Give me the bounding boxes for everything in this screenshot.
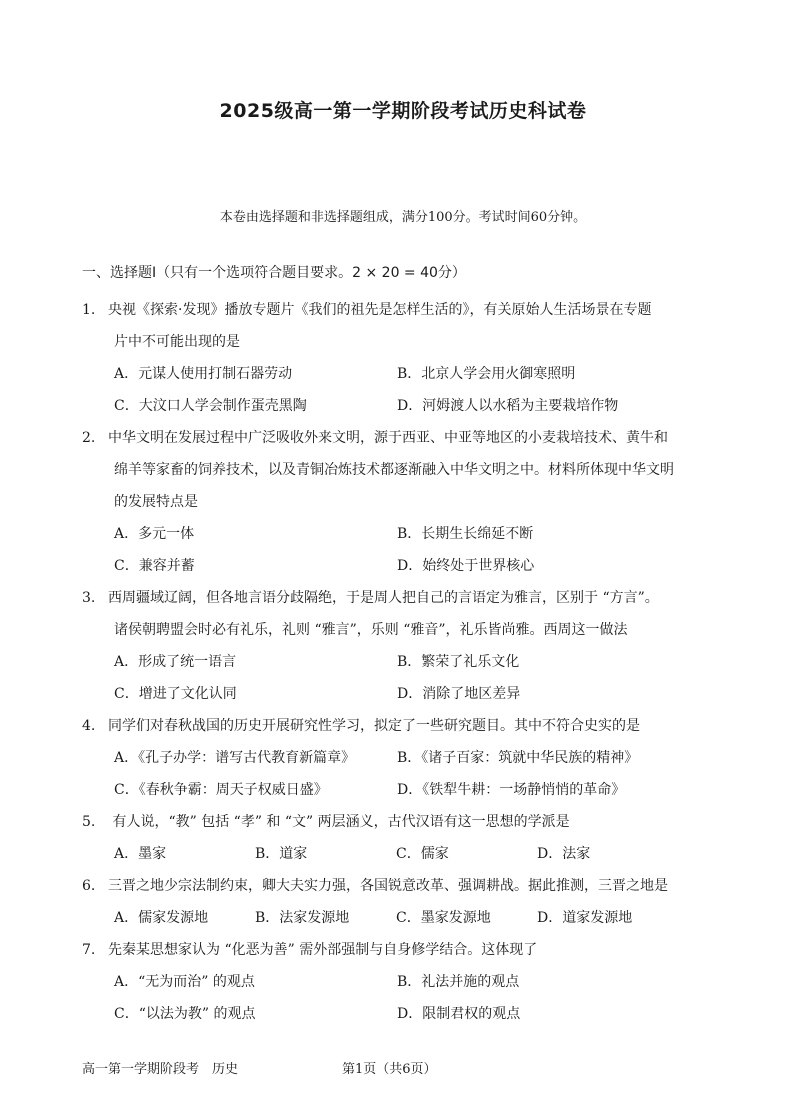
- question-text: 绵羊等家畜的饲养技术，以及青铜冶炼技术都逐渐融入中华文明之中。材料所体现中华文明: [114, 462, 674, 478]
- option-c: C．《春秋争霸：周天子权威日盛》: [114, 782, 328, 798]
- option-a: A．“无为而治” 的观点: [114, 974, 255, 990]
- section-heading: 一、选择题Ⅰ（只有一个选项符合题目要求。2 × 20 = 40分）: [82, 265, 466, 281]
- question-text: 中华文明在发展过程中广泛吸收外来文明，源于西亚、中亚等地区的小麦栽培技术、黄牛和: [108, 430, 668, 446]
- option-a: A．形成了统一语言: [114, 654, 237, 670]
- question-text: 有人说，“教” 包括 “孝” 和 “文” 两层涵义，古代汉语有这一思想的学派是: [108, 814, 570, 830]
- option-b: B．《诸子百家：筑就中华民族的精神》: [397, 750, 639, 766]
- question-text: 诸侯朝聘盟会时必有礼乐，礼则 “雅言”，乐则 “雅音”，礼乐皆尚雅。西周这一做法: [114, 622, 628, 638]
- option-c: C．“以法为教” 的观点: [114, 1006, 256, 1022]
- exam-title: 2025级高一第一学期阶段考试历史科试卷: [219, 100, 587, 122]
- question-number: 6.: [82, 878, 96, 894]
- footer-course: 高一第一学期阶段考 历史: [82, 1062, 239, 1077]
- option-a: A．元谋人使用打制石器劳动: [114, 366, 293, 382]
- question-text: 三晋之地少宗法制约束，卿大夫实力强，各国锐意改革、强调耕战。据此推测，三晋之地是: [108, 878, 668, 894]
- question-text: 的发展特点是: [114, 494, 198, 510]
- option-a: A．墨家: [114, 846, 167, 862]
- option-c: C．墨家发源地: [396, 910, 491, 926]
- option-b: B．繁荣了礼乐文化: [397, 654, 520, 670]
- question-number: 1.: [82, 302, 96, 318]
- option-d: D．法家: [537, 846, 591, 862]
- footer-page-number: 第1页（共6页）: [342, 1062, 437, 1077]
- question-number: 4.: [82, 718, 96, 734]
- option-c: C．增进了文化认同: [114, 686, 237, 702]
- question-text: 同学们对春秋战国的历史开展研究性学习，拟定了一些研究题目。其中不符合史实的是: [108, 718, 640, 734]
- option-b: B．长期生长绵延不断: [397, 526, 534, 542]
- option-d: D．限制君权的观点: [397, 1006, 521, 1022]
- option-b: B．北京人学会用火御寒照明: [397, 366, 576, 382]
- question-text: 先秦某思想家认为 “化恶为善” 需外部强制与自身修学结合。这体现了: [108, 942, 538, 958]
- option-c: C．兼容并蓄: [114, 558, 195, 574]
- option-a: A．儒家发源地: [114, 910, 209, 926]
- option-b: B．法家发源地: [255, 910, 350, 926]
- question-text: 西周疆域辽阔，但各地言语分歧隔绝，于是周人把自己的言语定为雅言，区别于 “方言”。: [108, 590, 659, 606]
- option-d: D．始终处于世界核心: [397, 558, 535, 574]
- question-5: [82, 806, 732, 870]
- option-d: D．《铁犁牛耕：一场静悄悄的革命》: [397, 782, 626, 798]
- option-d: D．道家发源地: [537, 910, 633, 926]
- option-c: C．儒家: [396, 846, 449, 862]
- question-number: 7.: [82, 942, 96, 958]
- question-4: [82, 710, 732, 806]
- question-2: [82, 422, 732, 582]
- option-d: D．消除了地区差异: [397, 686, 521, 702]
- question-3: [82, 582, 732, 710]
- option-a: A．《孔子办学：谱写古代教育新篇章》: [114, 750, 356, 766]
- exam-intro: 本卷由选择题和非选择题组成，满分100分。考试时间60分钟。: [219, 210, 587, 225]
- question-text: 片中不可能出现的是: [114, 334, 240, 350]
- option-a: A．多元一体: [114, 526, 195, 542]
- option-b: B．礼法并施的观点: [397, 974, 520, 990]
- question-1: [82, 294, 732, 422]
- question-number: 2.: [82, 430, 96, 446]
- question-number: 5.: [82, 814, 96, 830]
- question-text: 央视《探索·发现》播放专题片《我们的祖先是怎样生活的》，有关原始人生活场景在专题: [108, 302, 652, 318]
- option-c: C．大汶口人学会制作蛋壳黑陶: [114, 398, 307, 414]
- question-7: [82, 934, 732, 1030]
- question-number: 3.: [82, 590, 96, 606]
- option-d: D．河姆渡人以水稻为主要栽培作物: [397, 398, 619, 414]
- question-6: [82, 870, 732, 934]
- option-b: B．道家: [255, 846, 308, 862]
